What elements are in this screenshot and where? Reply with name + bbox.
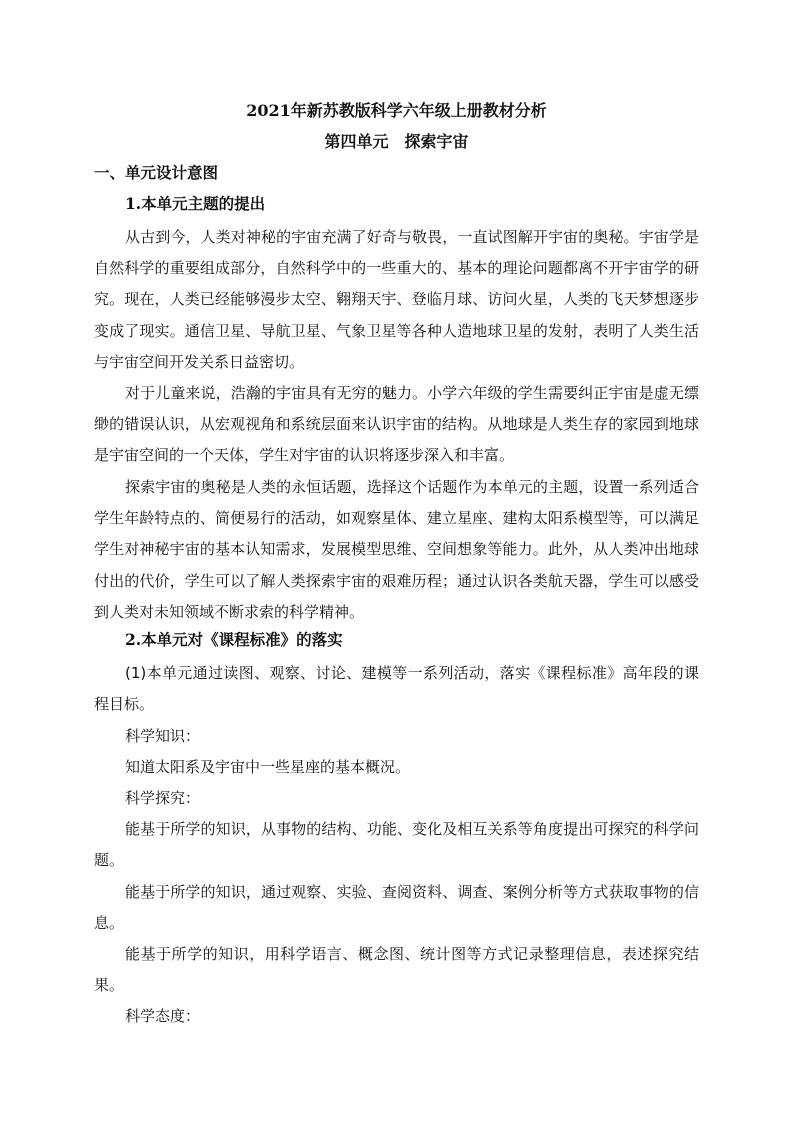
paragraph-9: 能基于所学的知识，通过观察、实验、查阅资料、调查、案例分析等方式获取事物的信息。 <box>94 883 699 933</box>
paragraph-8: 能基于所学的知识，从事物的结构、功能、变化及相互关系等角度提出可探究的科学问题。 <box>94 820 699 870</box>
subsection-heading-theme: 1.本单元主题的提出 <box>125 194 266 213</box>
paragraph-1: 从古到今，人类对神秘的宇宙充满了好奇与敬畏，一直试图解开宇宙的奥秘。宇宙学是自然科学的重要组成部分，自然科学中的一些重大的、基本的理论问题都离不开宇宙学的研究。现在，人类已经能够漫步太空、翱翔天宇、登临月球、访问火星，人类的飞天梦想逐步变成了现实。通信卫星、导航卫星、气象卫星等各种人造地球卫星的发射，表明了人类生活与宇宙空间开发关系日益密切。 <box>94 228 699 371</box>
label-science-attitude: 科学态度： <box>125 1007 201 1025</box>
label-science-knowledge: 科学知识： <box>125 727 201 745</box>
unit-title: 第四单元 探索宇宙 <box>324 132 469 151</box>
document-title: 2021年新苏教版科学六年级上册教材分析 <box>246 101 547 120</box>
paragraph-3: 探索宇宙的奥秘是人类的永恒话题，选择这个话题作为本单元的主题，设置一系列适合学生年龄特点的、简便易行的活动，如观察星体、建立星座、建构太阳系模型等，可以满足学生对神秘宇宙的基本认知需求，发展模型思维、空间想象等能力。此外，从人类冲出地球付出的代价，学生可以了解人类探索宇宙的艰难历程；通过认识各类航天器，学生可以感受到人类对未知领域不断求索的科学精神。 <box>94 478 699 621</box>
paragraph-10: 能基于所学的知识，用科学语言、概念图、统计图等方式记录整理信息，表述探究结果。 <box>94 945 699 995</box>
paragraph-6: 知道太阳系及宇宙中一些星座的基本概况。 <box>125 758 411 776</box>
section-heading-design-intent: 一、单元设计意图 <box>94 163 219 182</box>
subsection-heading-curriculum: 2.本单元对《课程标准》的落实 <box>125 630 343 649</box>
paragraph-4: (1)本单元通过读图、观察、讨论、建模等一系列活动，落实《课程标准》高年段的课程目标。 <box>94 664 699 714</box>
label-science-inquiry: 科学探究： <box>125 789 201 807</box>
paragraph-2: 对于儿童来说，浩瀚的宇宙具有无穷的魅力。小学六年级的学生需要纠正宇宙是虚无缥缈的错误认识，从宏观视角和系统层面来认识宇宙的结构。从地球是人类生存的家园到地球是宇宙空间的一个天体，学生对宇宙的认识将逐步深入和丰富。 <box>94 384 699 465</box>
